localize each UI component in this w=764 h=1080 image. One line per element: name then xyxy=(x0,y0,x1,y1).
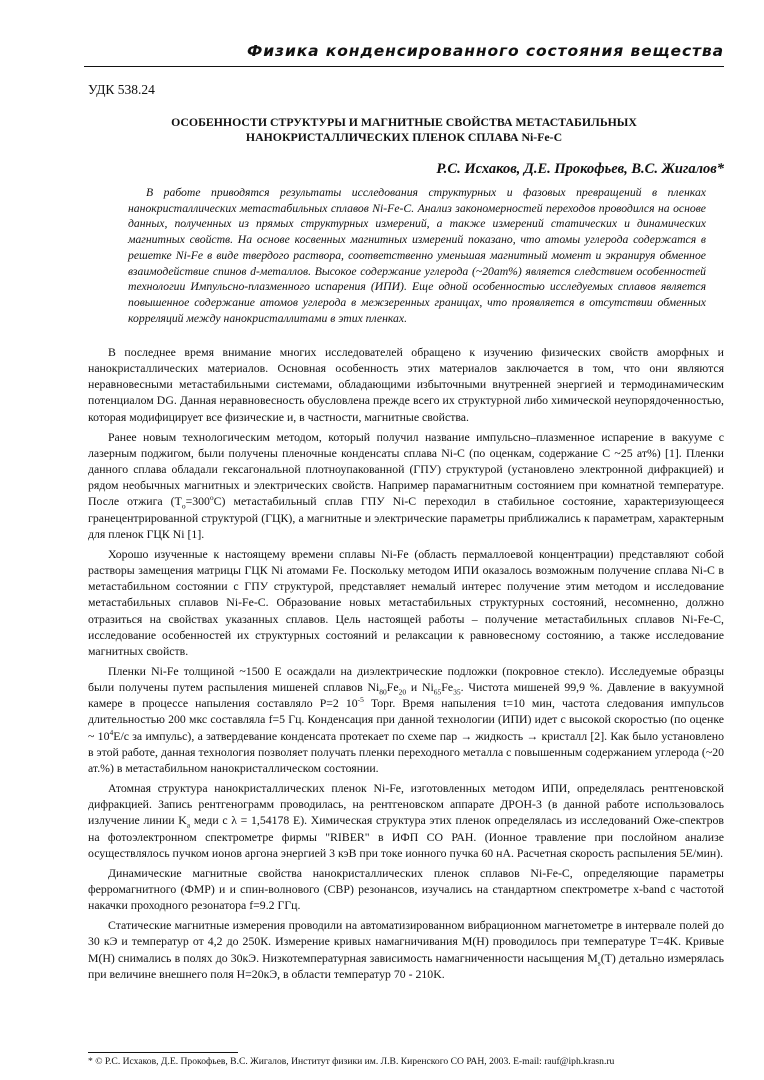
udk-code: УДК 538.24 xyxy=(88,82,155,97)
paper-title xyxy=(84,115,724,145)
abstract: В работе приводятся результаты исследования структурных и фазовых превращений в пленках нанокристаллических метастабильных сплавов Ni-Fe-C. Анализ закономерностей переходов проводился на основе данных, полученных из прямых структурных измерений, а также измерений статических и динамических магнитных свойств. На основе косвенных магнитных измерений показано, что атомы углерода содержатся в решетке Ni-Fe в виде твердого раствора, соответственно уменьшая магнитный момент и экранируя обменное взаимодействие спинов d-металлов. Высокое содержание углерода (~20ат%) является следствием особенностей технологии Импульсно-плазменного испарения (ИПИ). Еще одной особенностью исследуемых сплавов является повышенное содержание атомов углерода в межзеренных границах, что проявляется в отсутствии обменных корреляций между нанокристаллитами в этих пленках. xyxy=(128,186,706,325)
paragraph-1: В последнее время внимание многих исследователей обращено к изучению физических свойств аморфных и нанокристаллических материалов. Основная особенность этих материалов заключается в том, что они являются неравновесными метастабильными системами, обладающими избыточными внутренней энергией и термодинамическим потенциалом DG. Данная неравновесность обусловлена прежде всего их структурной либо химической неупорядоченностью, которая модифицирует все физические и, в частности, магнитные свойства. xyxy=(88,345,724,424)
body-text xyxy=(88,344,724,986)
paragraph-6: Динамические магнитные свойства нанокристаллических пленок сплавов Ni-Fe-C, определяющие параметры ферромагнитного (ФМР) и и спин-волнового (СВР) резонансов, изучались на стандартном спектрометре x-band с частотой накачки проходного резонатора f=9.2 ГГц. xyxy=(88,865,724,913)
paragraph-3: Хорошо изученные к настоящему времени сплавы Ni-Fe (область пермаллоевой концентрации) представляют собой растворы замещения матрицы ГЦК Ni атомами Fe. Поскольку методом ИПИ оказалось возможным получение сплава Ni-C в метастабильном состоянии с ГПУ структурой, представляет немалый интерес получение этим методом и исследование метастабильных сплавов Ni-Fe-C. Образование новых метастабильных структурных состояний, несомненно, должно отразиться на свойствах указанных сплавов. Цель настоящей работы – получение метастабильных сплавов Ni-Fe-C, исследование особенностей их структурных состояний и релаксации к равновесному состоянию, а также исследование магнитных свойств. xyxy=(88,546,724,658)
paragraph-4: Пленки Ni-Fe толщиной ~1500 Е осаждали на диэлектрические подложки (покровное стекло). Исследуемые образцы были получены путем распыления мишеней сплавов $Ni_{80}Fe_{20}$ и $Ni_{65}Fe_{35}$. Чистота мишеней 99,9 %. Давление в вакуумной камере в процессе напыления составляло P=2 $10^{-5}$ Торr. Время напыления t=10 мин, частота следования импульсов длительностью 200 мкс составляла f=5 Гц. Конденсация при данной технологии (ИПИ) идет с высокой скоростью (по оценке ~ $10^4Е/с$ за импульс), а затвердевание конденсата протекает по схеме пар → жидкость → кристалл [2]. Как было установлено в этой работе, данная технология позволяет получать пленки переходного металла с повышенным содержанием углерода (~20 ат.%) в метастабильном нанокристаллическом состоянии. xyxy=(88,663,724,775)
header-rule xyxy=(84,66,724,67)
footnote: * © Р.С. Исхаков, Д.Е. Прокофьев, В.С. Жигалов, Институт физики им. Л.В. Киренского СО РАН, 2003. E-mail: rauf@iph.krasn.ru xyxy=(88,1056,615,1067)
journal-header: Физика конденсированного состояния вещества xyxy=(247,42,724,60)
footnote-rule xyxy=(88,1052,238,1053)
title-line-1: ОСОБЕННОСТИ СТРУКТУРЫ И МАГНИТНЫЕ СВОЙСТВА МЕТАСТАБИЛЬНЫХ xyxy=(171,115,637,129)
paragraph-7: Статические магнитные измерения проводили на автоматизированном вибрационном магнетометре в интервале полей до 30 кЭ и температур от 4,2 до 250К. Измерение кривых намагничивания M(H) проводилось при температуре T=4K. Кривые M(H) снимались в полях до 30кЭ. Низкотемпературная зависимость намагниченности насыщения $M_s(T)$ детально измерялась при величине внешнего поля H=20кЭ, в области температур 70 - 210K. xyxy=(88,918,725,981)
authors: Р.С. Исхаков, Д.Е. Прокофьев, В.С. Жигалов* xyxy=(436,161,724,177)
paragraph-5: Атомная структура нанокристаллических пленок Ni-Fe, изготовленных методом ИПИ, определялась рентгеновской дифракцией. Запись рентгенограмм проводилась, на рентгеновском аппарате ДРОН-3 (в данной работе использовалось излучение линии $K_a$ меди с λ = 1,54178 Е). Химическая структура этих пленок определялась из исследований Оже-спектров на фотоэлектронном спектрометре фирмы "RIBER" в ИФП СО РАН. (Ионное травление при послойном анализе осуществлялось пучком ионов аргона энергией 3 кэВ при токе ионного пучка 60 нА. Расчетная скорость распыления 5Е/мин). xyxy=(88,781,724,860)
title-line-2: НАНОКРИСТАЛЛИЧЕСКИХ ПЛЕНОК СПЛАВА Ni-Fe-C xyxy=(245,130,563,144)
paragraph-2: Ранее новым технологическим методом, который получил название импульсно–плазменное испарение в вакууме с лазерным поджигом, были получены пленочные конденсаты сплава Ni-C (по оценкам, содержание С ~25 ат%) [1]. Пленки данного сплава обладали гексагональной плотноупакованной (ГПУ) структурой (установлено электронной дифракцией) и рядом необычных магнитных и электрических свойств. Например парамагнитным состоянием при комнатной температуре. После отжига $(T_о=300^оС)$ метастабильный сплав ГПУ Ni-C переходил в стабильное состояние, характеризующееся гранецентрированной структурой (ГЦК), а магнитные и электрические параметры приближались к параметрам, характерным для пленок ГЦК Ni [1]. xyxy=(88,429,724,541)
